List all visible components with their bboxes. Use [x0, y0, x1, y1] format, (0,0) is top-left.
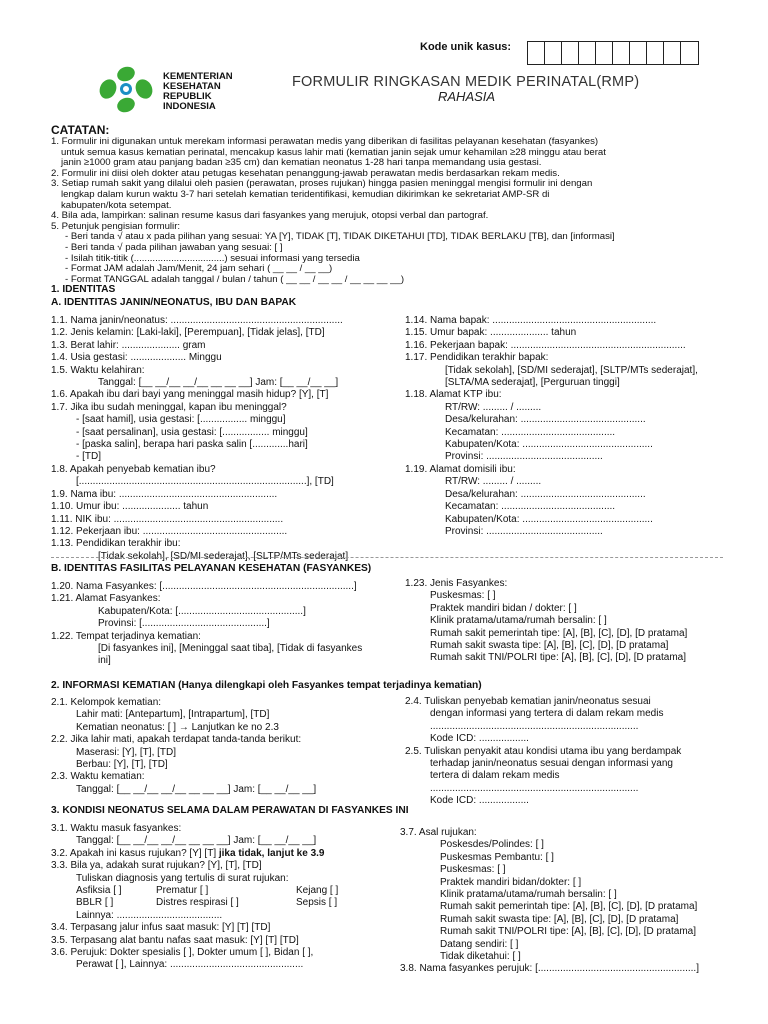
kode-box[interactable]: [613, 42, 630, 64]
section-3-left: [51, 823, 396, 972]
field-1-5: 1.5. Waktu kelahiran:: [51, 364, 145, 376]
field-3-6[interactable]: 3.6. Perujuk: Dokter spesialis [ ], Dokter umum [ ], Bidan [ ],: [51, 947, 314, 959]
field-1-8: 1.8. Apakah penyebab kematian ibu?: [51, 463, 216, 475]
field-1-23: 1.23. Jenis Fasyankes:: [405, 578, 508, 589]
field-domisili-desa[interactable]: Desa/kelurahan: .............................................: [445, 488, 646, 500]
field-3-8[interactable]: 3.8. Nama fasyankes perujuk: [.........................................................]: [400, 963, 699, 975]
option-rs-swasta[interactable]: Rumah sakit swasta tipe: [A], [B], [C], [D], [D pratama]: [430, 640, 669, 652]
section-3-right: [400, 827, 750, 976]
kode-unik-label: Kode unik kasus:: [420, 41, 512, 53]
field-1-19: 1.19. Alamat domisili ibu:: [405, 463, 516, 475]
field-2-2: 2.2. Jika lahir mati, apakah terdapat tanda-tanda berikut:: [51, 734, 302, 746]
field-ktp-kecamatan[interactable]: Kecamatan: .........................................: [445, 426, 616, 438]
field-2-4-text: dengan informasi yang tertera di dalam rekam medis: [430, 708, 664, 720]
option-rs-pemerintah[interactable]: Rumah sakit pemerintah tipe: [A], [B], [C], [D], [D pratama]: [440, 901, 698, 913]
field-1-7-option[interactable]: - [saat hamil], usia gestasi: [................. minggu]: [76, 414, 286, 426]
section-1b-right: [405, 578, 750, 665]
option-rs-swasta[interactable]: Rumah sakit swasta tipe: [A], [B], [C], [D], [D pratama]: [440, 913, 679, 925]
ministry-name: KEMENTERIAN KESEHATAN REPUBLIK INDONESIA: [163, 71, 233, 112]
kode-unik-boxes[interactable]: [527, 41, 699, 65]
kode-box[interactable]: [545, 42, 562, 64]
option-puskesmas[interactable]: Puskesmas: [ ]: [430, 590, 496, 602]
field-2-3: 2.3. Waktu kematian:: [51, 771, 145, 783]
field-ktp-desa[interactable]: Desa/kelurahan: .............................................: [445, 414, 646, 426]
field-2-5-answer[interactable]: ...........................................................................: [430, 782, 639, 794]
field-1-10[interactable]: 1.10. Umur ibu: ..................... tahun: [51, 501, 209, 513]
option-poskesdes[interactable]: Poskesdes/Polindes: [ ]: [440, 839, 544, 851]
form-subtitle: RAHASIA: [438, 89, 496, 104]
field-domisili-kecamatan[interactable]: Kecamatan: .........................................: [445, 501, 616, 513]
field-domisili-provinsi[interactable]: Provinsi: ..........................................: [445, 525, 603, 537]
field-1-20[interactable]: 1.20. Nama Fasyankes: [.....................................................................]: [51, 581, 357, 592]
option-pustu[interactable]: Puskesmas Pembantu: [ ]: [440, 851, 554, 863]
field-1-21-provinsi[interactable]: Provinsi: [.............................................]: [98, 618, 270, 630]
field-1-11[interactable]: 1.11. NIK ibu: .............................................................: [51, 513, 284, 525]
option-rs-pemerintah[interactable]: Rumah sakit pemerintah tipe: [A], [B], [C], [D], [D pratama]: [430, 627, 688, 639]
diagnosis-row-1[interactable]: Asfiksia [ ] Prematur [ ] Kejang [ ]: [76, 885, 339, 897]
option-datang-sendiri[interactable]: Datang sendiri: [ ]: [440, 938, 519, 950]
field-1-9[interactable]: 1.9. Nama ibu: .........................................................: [51, 488, 278, 500]
field-2-3-datetime[interactable]: Tanggal: [__ __/__ __/__ __ __ __] Jam: [__ __/__ __]: [76, 783, 317, 795]
kode-box[interactable]: [681, 42, 698, 64]
field-2-2-maserasi[interactable]: Maserasi: [Y], [T], [TD]: [76, 746, 177, 758]
field-1-14[interactable]: 1.14. Nama bapak: ...........................................................: [405, 315, 657, 326]
field-1-13-options[interactable]: [Tidak sekolah], [SD/MI sederajat], [SLTP/MTs sederajat]: [98, 550, 349, 561]
field-3-7: 3.7. Asal rujukan:: [400, 827, 477, 838]
option-rs-tni[interactable]: Rumah sakit TNI/POLRI tipe: [A], [B], [C], [D], [D pratama]: [430, 652, 687, 664]
option-praktek[interactable]: Praktek mandiri bidan / dokter: [ ]: [430, 602, 577, 614]
field-2-5-text: terhadap janin/neonatus sesuai dengan informasi yang: [430, 758, 673, 770]
field-2-4-answer[interactable]: ...........................................................................: [430, 720, 639, 732]
option-rs-tni[interactable]: Rumah sakit TNI/POLRI tipe: [A], [B], [C], [D], [D pratama]: [440, 926, 697, 938]
field-1-17: 1.17. Pendidikan terakhir bapak:: [405, 352, 549, 364]
field-1-7-option[interactable]: - [saat persalinan], usia gestasi: [................. minggu]: [76, 426, 308, 438]
field-3-4[interactable]: 3.4. Terpasang jalur infus saat masuk: [Y] [T] [TD]: [51, 922, 271, 934]
field-2-4: 2.4. Tuliskan penyebab kematian janin/neonatus sesuai: [405, 696, 651, 707]
field-ktp-rtrw[interactable]: RT/RW: ......... / .........: [445, 401, 542, 413]
field-1-22: 1.22. Tempat terjadinya kematian:: [51, 630, 201, 642]
kode-box[interactable]: [664, 42, 681, 64]
field-1-7-option[interactable]: - [paska salin], berapa hari paska salin [.............hari]: [76, 439, 308, 451]
field-3-2[interactable]: 3.2. Apakah ini kasus rujukan? [Y] [T] jika tidak, lanjut ke 3.9: [51, 847, 325, 859]
field-1-12[interactable]: 1.12. Pekerjaan ibu: ....................................................: [51, 525, 288, 537]
section-2-left: [51, 697, 396, 796]
field-domisili-kabupaten[interactable]: Kabupaten/Kota: ...............................................: [445, 513, 653, 525]
field-1-16[interactable]: 1.16. Pekerjaan bapak: ...............................................................: [405, 339, 686, 351]
field-2-2-berbau[interactable]: Berbau: [Y], [T], [TD]: [76, 759, 168, 771]
option-tidak-diketahui[interactable]: Tidak diketahui: [ ]: [440, 951, 521, 963]
kode-box[interactable]: [562, 42, 579, 64]
field-1-4[interactable]: 1.4. Usia gestasi: .................... Minggu: [51, 352, 222, 364]
field-1-6[interactable]: 1.6. Apakah ibu dari bayi yang meninggal masih hidup? [Y], [T]: [51, 389, 329, 401]
field-1-18: 1.18. Alamat KTP ibu:: [405, 389, 502, 401]
field-1-13: 1.13. Pendidikan terakhir ibu:: [51, 538, 181, 550]
section-1-heading: 1. IDENTITAS: [51, 284, 116, 295]
section-divider: [51, 557, 723, 558]
field-1-17-options[interactable]: [Tidak sekolah], [SD/MI sederajat], [SLTP/MTs sederajat],: [445, 364, 698, 376]
field-1-21-kabupaten[interactable]: Kabupaten/Kota: [.............................................]: [98, 605, 306, 617]
kode-box[interactable]: [596, 42, 613, 64]
option-praktek[interactable]: Praktek mandiri bidan/dokter: [ ]: [440, 876, 582, 888]
field-2-4-icd[interactable]: Kode ICD: ..................: [430, 733, 529, 745]
section-1b-heading: B. IDENTITAS FASILITAS PELAYANAN KESEHATAN (FASYANKES): [51, 563, 372, 574]
section-1a-right: [405, 315, 750, 538]
field-ktp-kabupaten[interactable]: Kabupaten/Kota: ...............................................: [445, 439, 653, 451]
field-1-21: 1.21. Alamat Fasyankes:: [51, 593, 161, 605]
field-2-1-neonatus[interactable]: Kematian neonatus: [ ] → Lanjutkan ke no 2.3: [76, 721, 279, 733]
kode-box[interactable]: [579, 42, 596, 64]
option-puskesmas[interactable]: Puskesmas: [ ]: [440, 864, 506, 876]
field-1-8-answer[interactable]: [..................................................................................], [TD]: [76, 476, 334, 488]
field-2-5: 2.5. Tuliskan penyakit atau kondisi utama ibu yang berdampak: [405, 745, 682, 757]
field-3-1: 3.1. Waktu masuk fasyankes:: [51, 823, 182, 834]
skip-instruction: jika tidak, lanjut ke 3.9: [218, 847, 325, 859]
field-3-3[interactable]: 3.3. Bila ya, adakah surat rujukan? [Y], [T], [TD]: [51, 860, 262, 872]
field-1-7-option[interactable]: - [TD]: [76, 451, 101, 463]
field-3-1-datetime[interactable]: Tanggal: [__ __/__ __/__ __ __ __] Jam: [__ __/__ __]: [76, 835, 317, 847]
field-1-22-options[interactable]: [Di fasyankes ini], [Meninggal saat tiba], [Tidak di fasyankes: [98, 643, 363, 655]
form-title: FORMULIR RINGKASAN MEDIK PERINATAL(RMP): [292, 74, 640, 90]
kode-box[interactable]: [528, 42, 545, 64]
catatan-heading: CATATAN:: [51, 123, 110, 137]
field-2-5-icd[interactable]: Kode ICD: ..................: [430, 795, 529, 807]
field-2-1: 2.1. Kelompok kematian:: [51, 697, 162, 708]
field-1-3[interactable]: 1.3. Berat lahir: ..................... gram: [51, 339, 206, 351]
section-1a-heading: A. IDENTITAS JANIN/NEONATUS, IBU DAN BAPAK: [51, 297, 297, 308]
kode-box[interactable]: [647, 42, 664, 64]
section-3-heading: 3. KONDISI NEONATUS SELAMA DALAM PERAWATAN DI FASYANKES INI: [51, 805, 409, 816]
section-2-right: [405, 696, 750, 808]
field-1-15[interactable]: 1.15. Umur bapak: ..................... tahun: [405, 327, 577, 339]
field-1-2[interactable]: 1.2. Jenis kelamin: [Laki-laki], [Perempuan], [Tidak jelas], [TD]: [51, 327, 325, 339]
field-1-5-datetime[interactable]: Tanggal: [__ __/__ __/__ __ __ __] Jam: [__ __/__ __]: [98, 377, 339, 389]
field-3-3-instruction: Tuliskan diagnosis yang tertulis di surat rujukan:: [76, 872, 289, 884]
section-1a-left: [51, 315, 396, 561]
diagnosis-row-2[interactable]: BBLR [ ] Distres respirasi [ ] Sepsis [ ]: [76, 897, 338, 909]
option-klinik[interactable]: Klinik pratama/utama/rumah bersalin: [ ]: [440, 889, 617, 901]
field-3-5[interactable]: 3.5. Terpasang alat bantu nafas saat masuk: [Y] [T] [TD]: [51, 934, 299, 946]
field-3-6-cont[interactable]: Perawat [ ], Lainnya: ................................................: [76, 959, 304, 971]
field-ktp-provinsi[interactable]: Provinsi: ..........................................: [445, 451, 603, 463]
field-2-5-text: tertera di dalam rekam medis: [430, 770, 560, 782]
option-klinik[interactable]: Klinik pratama/utama/rumah bersalin: [ ]: [430, 615, 607, 627]
diagnosis-lainnya[interactable]: Lainnya: ......................................: [76, 909, 223, 921]
field-domisili-rtrw[interactable]: RT/RW: ......... / .........: [445, 476, 542, 488]
field-1-17-options[interactable]: [SLTA/MA sederajat], [Perguruan tinggi]: [445, 377, 620, 389]
field-2-1-lahir-mati[interactable]: Lahir mati: [Antepartum], [Intrapartum], [TD]: [76, 709, 270, 721]
catatan-notes: 1. Formulir ini digunakan untuk merekam informasi perawatan medis yang diberikan di fasilitas pelayanan kesehatan (fasyankes) untuk semua kasus kematian perinatal, mencakup kasus lahir mati (kematian janin sejak umur kehamilan ≥28 minggu atau berat janin ≥1000 gram atau panjang badan ≥35 cm) dan kematian neonatus 1-28 hari tanpa memandang usia gestasi. 2. Formulir ini diisi oleh dokter atau petugas kesehatan penanggung-jawab perawatan medis berdasarkan rekam medis. 3. Setiap rumah sakit yang dilalui oleh pasien (perawatan, proses rujukan) hingga pasien meninggal mengisi formulir ini dengan lengkap dalam kurun waktu 3-7 hari setelah kematian teridentifikasi, kemudian dikirimkan ke sekretariat AMP-SR di kabupaten/kota setempat. 4. Bila ada, lampirkan: salinan resume kasus dari fasyankes yang merujuk, otopsi verbal dan partograf. 5. Petunjuk pengisian formulir: - Beri tanda √ atau x pada pilihan yang sesuai: YA [Y], TIDAK [T], TIDAK DIKETAHUI [TD], TIDAK BERLAKU [TB], dan [informasi] - Beri tanda √ pada pilihan jawaban yang sesuai: [ ] - Isilah titik-titik (..................................) sesuai informasi yang tersedia - Format JAM adalah Jam/Menit, 24 jam sehari ( __ __ / __ __) - Format TANGGAL adalah tanggal / bulan / tahun ( __ __ / __ __ / __ __ __ __): [51, 136, 615, 285]
field-1-1[interactable]: 1.1. Nama janin/neonatus: ..............................................................: [51, 315, 343, 326]
kemenkes-logo-icon: [95, 62, 157, 116]
kode-box[interactable]: [630, 42, 647, 64]
field-1-7: 1.7. Jika ibu sudah meninggal, kapan ibu meninggal?: [51, 401, 287, 413]
section-1b-left: [51, 581, 396, 668]
section-2-heading: 2. INFORMASI KEMATIAN (Hanya dilengkapi oleh Fasyankes tempat terjadinya kematian): [51, 680, 482, 691]
field-1-22-options[interactable]: ini]: [98, 655, 111, 667]
